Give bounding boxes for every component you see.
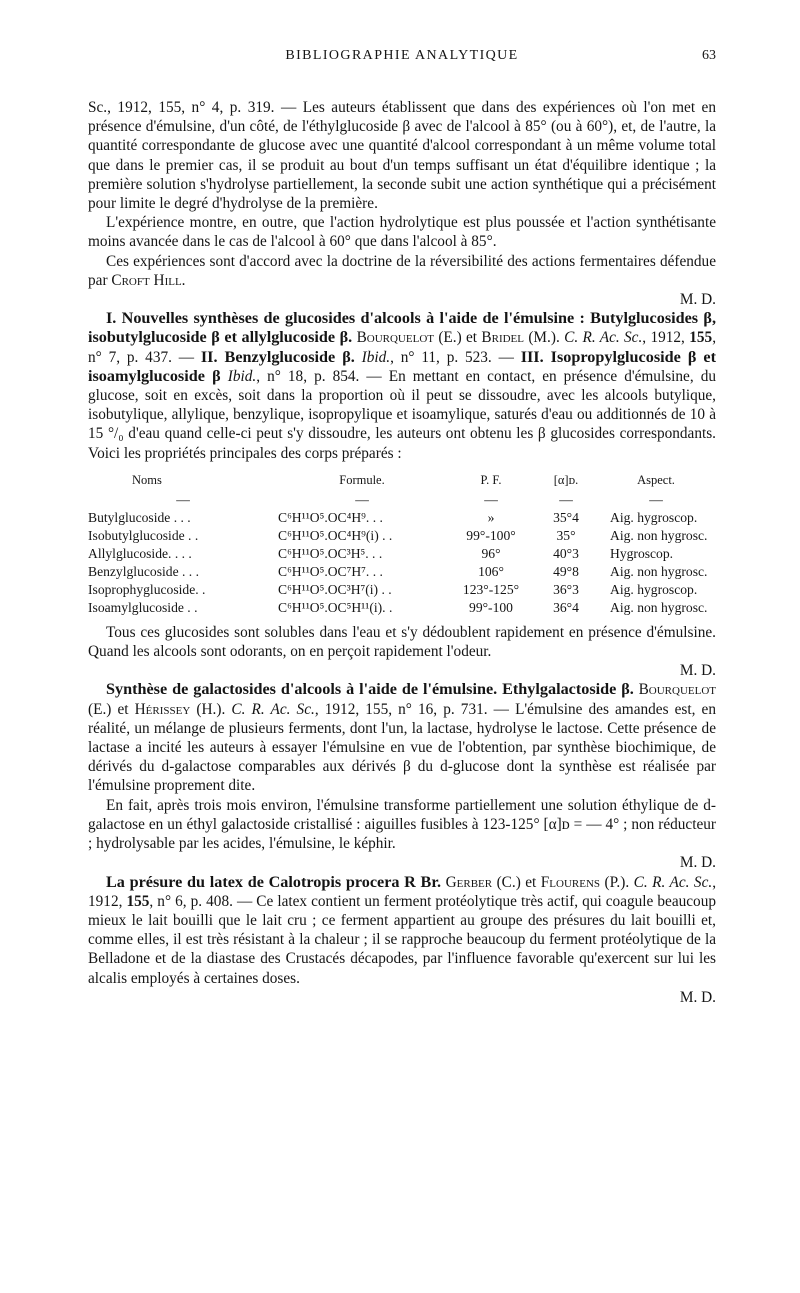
signature: M. D. [679,291,716,309]
column-header: Noms [132,472,162,487]
author-name: Bourquelot [356,329,434,347]
article-reversibility [88,98,716,309]
compound-name: Isoprophyglucoside. . [88,581,206,597]
article-heading: Synthèse de galactosides d'alcools à l'aide de l'émulsine. Ethylgalactoside β. [106,680,634,699]
article-presure [88,873,716,1007]
author-name: Gerber [445,873,493,891]
compound-aspect: Hygroscop. [610,545,674,561]
optical-rotation: 40°3 [553,545,579,561]
compound-name: Allylglucoside. . . . [88,545,192,561]
dash: — [176,491,190,507]
text-run: , n° 7, p. 437. — [88,329,717,366]
article-heading: III. Isopropylglucoside β et isoamylglucoside β [88,347,716,385]
dash: — [355,491,369,507]
signature: M. D. [679,662,716,680]
table-header-row [88,471,716,491]
dash: — [649,491,663,507]
melting-point: 99°-100 [469,599,513,615]
dash: — [559,491,573,507]
compound-name: Butylglucoside . . . [88,509,191,525]
paragraph: Sc., 1912, 155, n° 4, p. 319. — Les auteurs établissent que dans des expériences où l'on met en présence d'émulsine, d'un côté, de l'éthylglucoside β avec de l'alcool à 85° (ou à 60°), et, de l'autre, la quantité correspondante de glucose avec une quantité d'alcool correspondant à un même volume total que dans le premier cas, il se produit au bout d'un temps suffisant un état d'équilibre identique ; la première solution s'hydrolyse partiellement, la seconde subit une action synthétique qui a précisément pour limite le degré d'hydrolyse de la première. [88,99,716,213]
optical-rotation: 35° [556,527,576,543]
table-row [88,599,716,617]
compound-aspect: Aig. non hygrosc. [610,599,708,615]
optical-rotation: 36°4 [553,599,579,615]
paragraph: En fait, après trois mois environ, l'émulsine transforme partiellement une solution éthylique de d-galactose en un éthyl galactoside cristallisé : aiguilles fusibles à 123-125° [α]ᴅ = — 4° ; non réducteur ; hydrolysable par les acides, l'émulsine, le képhir. [88,796,716,853]
paragraph [88,873,716,988]
melting-point: » [487,509,495,525]
running-title: BIBLIOGRAPHIE ANALYTIQUE [285,48,519,63]
page-header [88,44,716,70]
text-run: (E.) et [433,329,482,347]
journal-name: C. R. Ac. Sc. [564,329,643,347]
compound-aspect: Aig. hygroscop. [610,581,698,597]
paragraph [88,680,716,795]
author-name: Bourquelot [638,681,716,699]
text-run: , n° 6, p. 408. — Ce latex contient un ferment protéolytique très actif, qui coagule beaucoup mieux le lait bouilli que le lait cru ; ce ferment appartient au groupe des présures du lait bouilli et, comme elles, il est très résistant à la chaleur ; il se rapproche beaucoup du ferment protéolytique de la Belladone et de la diastase des Crustacés décapodes, par l'influence favorable qu'exercent sur lui les alcalis employés à certaines doses. [88,892,716,987]
journal-name: C. R. Ac. Sc. [633,873,713,891]
column-header: P. F. [480,472,502,487]
author-name: Flourens [540,873,601,891]
melting-point: 99°-100° [466,527,516,543]
column-header: Aspect. [637,472,675,487]
article-heading: II. Benzylglucoside β. [200,347,355,366]
optical-rotation: 49°8 [553,563,579,579]
text-run: (E.) et [88,700,135,718]
volume-number: 155 [689,329,713,347]
text-run: Ces expériences sont d'accord avec la doctrine de la réversibilité des actions fermentaires défendue par [88,252,716,289]
journal-name: Ibid. [361,348,391,366]
column-header: [α]ᴅ. [553,472,579,487]
page-number: 63 [702,48,716,63]
author-name: Bridel [481,329,524,347]
text-run: , n° 18, p. 854. — En mettant en contact, en présence d'émulsine, du glucose, soit en excès, soit dans la proportion où il peut se dissoudre, avec les alcools butylique, isobutylique, allylique, benzylique, isopropylique et isoamylique, saturés d'eau ou additionnés de 10 à 15 °/₀ d'eau quand celle-ci peut s'y dissoudre, les auteurs ont obtenu les β glucosides correspondants. Voici les propriétés principales des corps préparés : [88,367,717,462]
text-run: (M.). [524,329,565,347]
compound-aspect: Aig. non hygrosc. [610,527,708,543]
compound-name: Isobutylglucoside . . [88,527,199,543]
text-run: , n° 11, p. 523. — [390,348,521,366]
text-run: , 1912, [88,873,717,910]
page-content [88,98,716,1007]
author-name: Croft Hill [111,271,182,289]
melting-point: 123°-125° [462,581,520,597]
properties-table [88,471,716,617]
compound-formula: C⁶H¹¹O⁵.OC⁴H⁹(i) . . [278,527,393,543]
table-row [88,545,716,563]
text-run: (H.). [190,700,232,718]
dash: — [484,491,498,507]
text-run: (P.). [600,873,634,891]
volume-number: 155 [126,892,150,910]
compound-name: Benzylglucoside . . . [88,563,199,579]
compound-formula: C⁶H¹¹O⁵.OC⁵H¹¹(i). . [278,599,393,615]
table-row [88,527,716,545]
compound-formula: C⁶H¹¹O⁵.OC³H⁵. . . [278,545,383,561]
melting-point: 106° [478,563,504,579]
compound-name: Isoamylglucoside . . [88,599,198,615]
table-dash-row [88,491,716,509]
table-row [88,581,716,599]
text-run [221,368,228,385]
optical-rotation: 35°4 [553,509,579,525]
article-heading: I. Nouvelles synthèses de glucosides d'alcools à l'aide de l'émulsine : Butylglucosides β, isobutylglucoside β et allylglucoside β. [88,309,716,347]
paragraph: Tous ces glucosides sont solubles dans l'eau et s'y dédoublent rapidement en présence d'émulsine. Quand les alcools sont odorants, on en perçoit rapidement l'odeur. [88,623,716,661]
text-run: . [181,271,186,289]
text-run [355,349,362,366]
table-row [88,509,716,527]
text-run: , 1912, 155, n° 16, p. 731. — L'émulsine des amandes est, en réalité, un mélange de plusieurs ferments, dont l'un, la lactase, hydrolyse le lactose. Cette présence de lactase a incité les auteurs à essayer l'émulsine en vue de l'obtention, par synthèse biochimique, de dérivés du d-galactose comparables aux dérivés β du d-glucose dont la synthèse est réalisée par l'émulsine proprement dite. [88,700,716,795]
journal-name: Ibid. [227,367,257,385]
optical-rotation: 36°3 [553,581,579,597]
melting-point: 96° [481,545,501,561]
compound-formula: C⁶H¹¹O⁵.OC⁴H⁹. . . [278,509,383,525]
compound-aspect: Aig. non hygrosc. [610,563,708,579]
article-galactosides [88,680,716,872]
author-name: Hérissey [134,700,191,718]
signature: M. D. [679,988,716,1006]
compound-formula: C⁶H¹¹O⁵.OC³H⁷(i) . . [278,581,392,597]
paragraph [88,309,716,463]
paragraph [88,252,716,290]
table-row [88,563,716,581]
compound-formula: C⁶H¹¹O⁵.OC⁷H⁷. . . [278,563,383,579]
journal-name: C. R. Ac. Sc. [231,700,315,718]
column-header: Formule. [339,472,385,487]
paragraph: L'expérience montre, en outre, que l'action hydrolytique est plus poussée et l'action synthétisante moins avancée dans le cas de l'alcool à 60° que dans l'alcool à 85°. [88,214,716,251]
article-heading: La présure du latex de Calotropis procera R Br. [106,872,442,891]
article-glucosides [88,309,716,680]
text-run: (C.) et [492,873,541,891]
text-run: , 1912, [642,329,690,347]
compound-aspect: Aig. hygroscop. [610,509,698,525]
signature: M. D. [679,854,716,872]
